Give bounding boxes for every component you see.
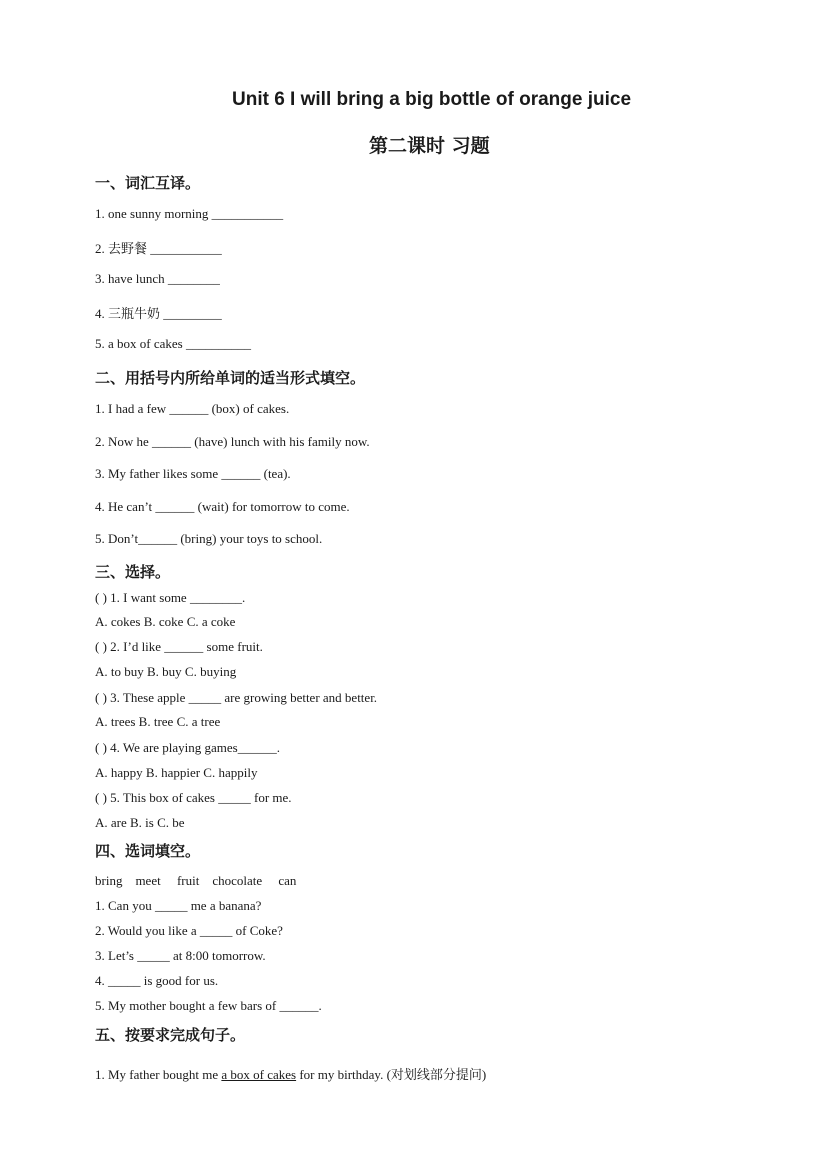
section-3-heading: 三、选择。 [95,563,171,581]
s2-item-2: 2. Now he ______ (have) lunch with his family now. [95,434,370,449]
s5-item-1-before: 1. My father bought me [95,1067,222,1082]
s1-item-5: 5. a box of cakes __________ [95,336,251,351]
doc-subtitle: 第二课时 习题 [369,135,490,157]
s3-options-3: A. trees B. tree C. a tree [95,714,221,729]
s4-item-1: 1. Can you _____ me a banana? [95,898,262,913]
section-4-heading: 四、选词填空。 [95,842,201,860]
s1-item-1: 1. one sunny morning ___________ [95,206,284,221]
section-1-heading: 一、词汇互译。 [95,174,201,192]
s2-item-1: 1. I had a few ______ (box) of cakes. [95,401,290,416]
s5-item-1-after: for my birthday. (对划线部分提问) [296,1067,487,1082]
s3-question-5: ( ) 5. This box of cakes _____ for me. [95,790,292,805]
s4-word-bank: bring meet fruit chocolate can [95,873,297,888]
s3-question-3: ( ) 3. These apple _____ are growing better and better. [95,690,378,705]
s3-options-4: A. happy B. happier C. happily [95,765,258,780]
s3-options-5: A. are B. is C. be [95,815,185,830]
section-5-heading: 五、按要求完成句子。 [95,1026,246,1044]
s5-item-1 [95,1064,486,1083]
s4-item-2: 2. Would you like a _____ of Coke? [95,923,283,938]
s3-options-1: A. cokes B. coke C. a coke [95,614,236,629]
s3-question-1: ( ) 1. I want some ________. [95,590,246,605]
s3-question-2: ( ) 2. I’d like ______ some fruit. [95,639,263,654]
s3-options-2: A. to buy B. buy C. buying [95,664,237,679]
s5-item-1-underlined: a box of cakes [221,1067,297,1082]
s4-item-4: 4. _____ is good for us. [95,973,219,988]
s2-item-4: 4. He can’t ______ (wait) for tomorrow to come. [95,499,350,514]
s1-item-2: 2. 去野餐 ___________ [95,241,222,256]
s4-item-3: 3. Let’s _____ at 8:00 tomorrow. [95,948,266,963]
s2-item-3: 3. My father likes some ______ (tea). [95,466,291,481]
doc-title: Unit 6 I will bring a big bottle of orange juice [232,89,632,110]
s1-item-4: 4. 三瓶牛奶 _________ [95,306,222,321]
s3-question-4: ( ) 4. We are playing games______. [95,740,280,755]
s1-item-3: 3. have lunch ________ [95,271,220,286]
s2-item-5: 5. Don’t______ (bring) your toys to school. [95,531,323,546]
s4-item-5: 5. My mother bought a few bars of ______. [95,998,322,1013]
section-2-heading: 二、用括号内所给单词的适当形式填空。 [95,369,366,387]
